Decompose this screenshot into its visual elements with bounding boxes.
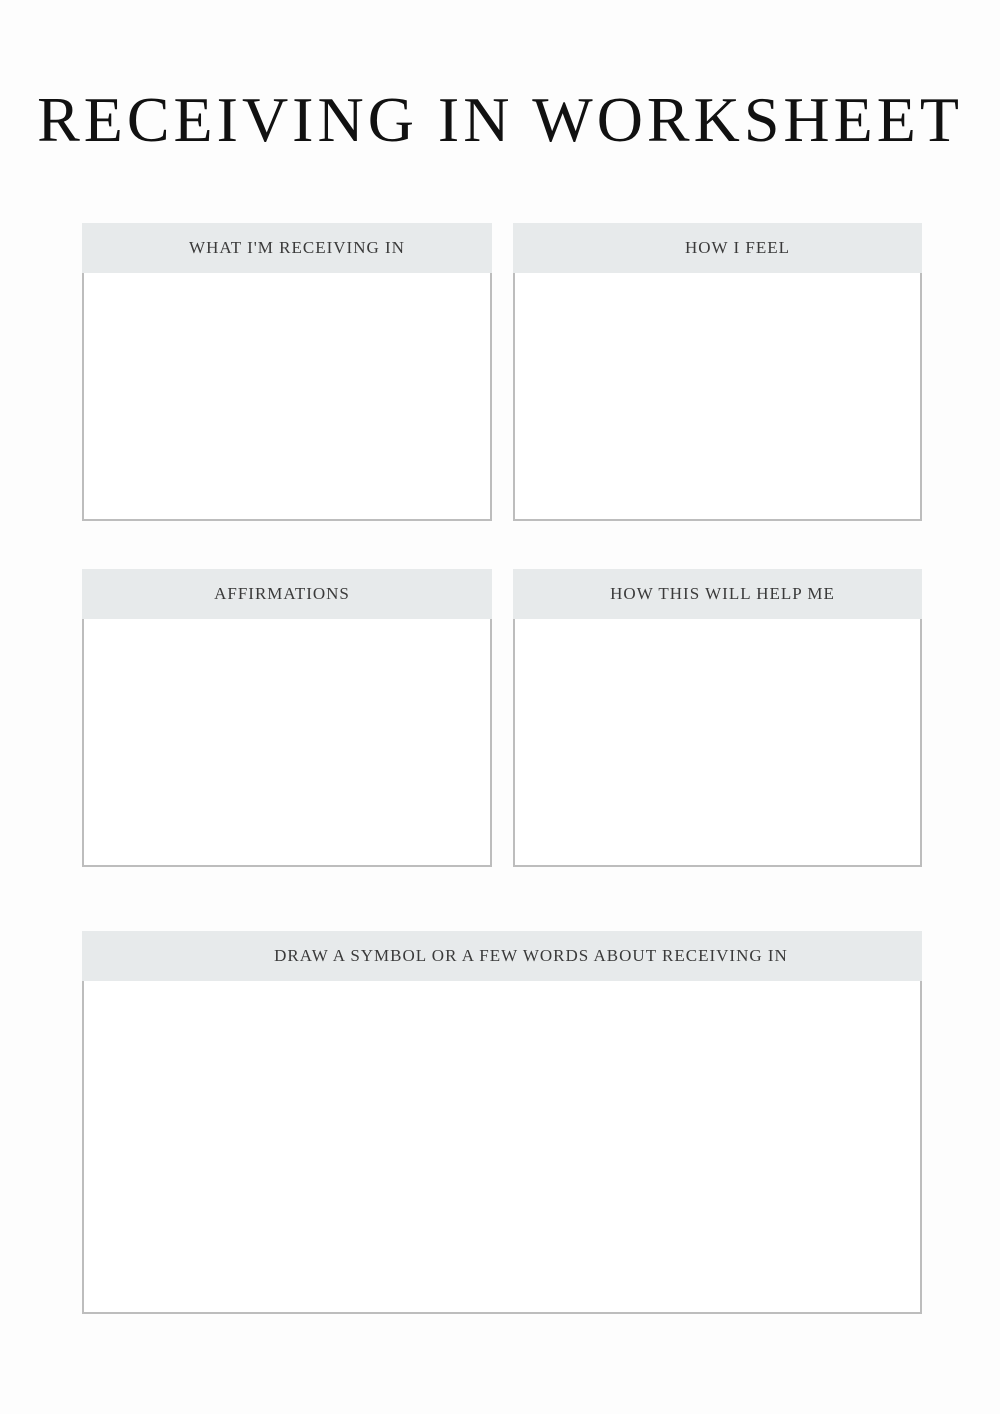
section-header [513,569,922,619]
draw-symbol-area[interactable] [84,981,920,1312]
affirmations-write-area[interactable] [84,619,490,865]
section-header-label: AFFIRMATIONS [214,584,350,603]
receiving-in-box [82,223,492,521]
section-header-label: HOW THIS WILL HELP ME [610,584,835,603]
how-this-will-help-box [513,569,922,867]
section-header-label: WHAT I'M RECEIVING IN [189,238,405,257]
section-header [82,223,492,273]
section-header-label: HOW I FEEL [684,238,791,257]
affirmations-box [82,569,492,867]
how-i-feel-write-area[interactable] [515,273,920,519]
section-header [513,223,922,273]
draw-symbol-box [82,931,922,1314]
section-header [82,569,492,619]
section-header [82,931,922,981]
section-header-label: DRAW A SYMBOL OR A FEW WORDS ABOUT RECEIVING IN [274,946,788,965]
page-title: RECEIVING IN WORKSHEET [37,84,963,155]
receiving-in-write-area[interactable] [84,273,490,519]
how-i-feel-box [513,223,922,521]
how-this-will-help-write-area[interactable] [515,619,920,865]
